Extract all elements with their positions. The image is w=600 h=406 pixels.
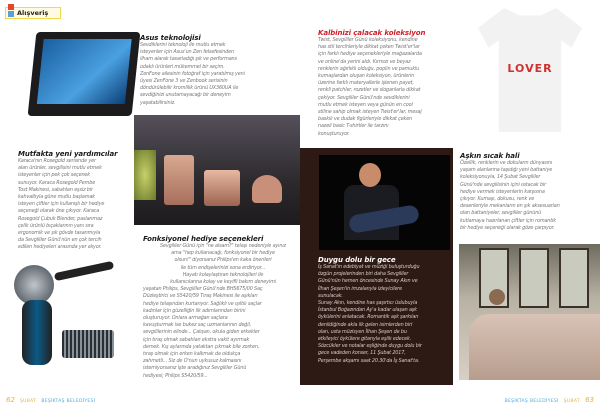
mutfak-line: da Sevgililer Günü'nün en çok tercih bbox=[18, 237, 102, 244]
footer-publisher-left: BEŞİKTAŞ BELEDİYESİ bbox=[41, 399, 96, 404]
duygu-line: sunulacak. bbox=[318, 292, 343, 299]
footer-month-right: ŞUBAT bbox=[563, 399, 580, 404]
askin-line: bir hediye seçeneği olarak göze çarpıyor. bbox=[460, 224, 555, 231]
duygu-line: Sunay Akın, kendine has şaşırtıcı üslubuyla bbox=[318, 300, 418, 307]
kalbinizi-body bbox=[318, 37, 458, 138]
askin-line: olan battaniyeler, sevgililer gününü bbox=[460, 210, 542, 217]
duygu-line: öykülerini anlatacak. Romantik aşk şarkıları bbox=[318, 314, 419, 321]
fonksiyonel-line: sevgililerinin elinde... Çalışan, okula giden erkekler bbox=[143, 329, 260, 336]
fonksiyonel-line: ama "hep kullanacağı, fonksiyonel bir hediye bbox=[171, 250, 275, 257]
duygu-line: olan, usta müzisyen İlhan Şeşen de bu bbox=[318, 328, 407, 335]
duygu-line: Sözcükler ve notalar eşliğinde duygu dolu bir bbox=[318, 343, 422, 350]
fonksiyonel-line: Hayatı kolaylaştıran teknolojileri ile bbox=[182, 271, 264, 278]
mutfak-line: çelik ürünlü bıçaklarının yanı sıra bbox=[18, 222, 94, 229]
duygu-title: Duygu dolu bir gece bbox=[318, 256, 396, 264]
page-number-right: 63 bbox=[585, 396, 594, 404]
askin-line: Günü'nde sevgilisinin içini ısıtacak bir bbox=[460, 181, 546, 188]
fonksiyonel-line: demek. Kış aylarında yataktan çıkmak bile zorken, bbox=[143, 343, 260, 350]
askin-line: kutlamaya hazırlanan çiftler için romantik bbox=[460, 217, 556, 224]
footer-publisher-right: BEŞİKTAŞ BELEDİYESİ bbox=[504, 399, 559, 404]
asus-line: odaklı ürünleri mükemmel bir seçim. bbox=[140, 63, 225, 70]
mutfak-title: Mutfakta yeni yardımcılar bbox=[18, 150, 118, 158]
philips-shaver-image bbox=[4, 255, 114, 373]
askin-line: yaşam alanlarına taşıdığı yeni battaniye bbox=[460, 167, 553, 174]
fonksiyonel-line: zahmetli... Siz de O'nun uykusuz kalmasını bbox=[143, 358, 242, 365]
mutfak-line: ergonomik ve şık gövde tasarımıyla bbox=[18, 230, 101, 237]
kalbinizi-line: stiline sahip olmak isteyen Twist'er'lar, mesaj bbox=[318, 109, 422, 116]
asus-line: yaşatabilirsiniz. bbox=[140, 99, 176, 106]
fonksiyonel-article bbox=[143, 235, 303, 380]
kalbinizi-line: ve online'da yerini aldı. Kırmızı ve beyaz bbox=[318, 58, 411, 65]
asus-article bbox=[140, 34, 300, 107]
fonksiyonel-line: kavuşturmak ise bukez saç uzmanlarının değil, bbox=[143, 322, 252, 329]
logo-square-red bbox=[8, 4, 14, 10]
asus-line: ZenFone ailesinin fotoğraf için yaratılmış yeni bbox=[140, 70, 245, 77]
blanket-sofa-image bbox=[459, 244, 600, 380]
kalbinizi-line: baskılı ve dudak figürleriyle dikkat çeken bbox=[318, 116, 413, 123]
fonksiyonel-line: yaşatan Philips, Sevgililer Günü'nde BHS675/00 Saç bbox=[143, 286, 263, 293]
mutfak-body bbox=[18, 158, 136, 252]
kalbinizi-line: konuşturuyor. bbox=[318, 130, 350, 137]
askin-line: desenleriyle mekanların en şık aksesuarları bbox=[460, 203, 560, 210]
lover-tshirt-image bbox=[460, 0, 600, 140]
duygu-line: İlhan Şeşen'in imzalarıyla izleyicilere bbox=[318, 285, 403, 292]
footer-right bbox=[505, 387, 594, 406]
fonksiyonel-line: istemiyorsanız işte aradığınız Sevgililer Günü bbox=[143, 365, 247, 372]
fonksiyonel-line: kadınlar için güzelliğin ilk adımlarından birini bbox=[143, 307, 246, 314]
mutfak-line: Rosegold Çubuk Blender, paslanmaz bbox=[18, 215, 103, 222]
mutfak-line: kahvaltıyla güne mutlu başlamak bbox=[18, 194, 95, 201]
kalbinizi-line: mutlu etmek isteyen veya günün en cool bbox=[318, 101, 413, 108]
guitarist-photo bbox=[319, 155, 450, 250]
fonksiyonel-line: hediye telaşından kurtarıyor. Sağlıklı ve ışıltılı saçlar bbox=[143, 300, 262, 307]
duygu-line: Perşembe akşamı saat 20.30'da İş Sanat'ta. bbox=[318, 357, 420, 364]
mutfak-line: isteyenler için pek çok seçenek bbox=[18, 172, 90, 179]
askin-line: çıkıyor. Kumaşı, dokusu, renk ve bbox=[460, 196, 535, 203]
kalbinizi-line: çekiyor. Sevgililer Günü'nde sevdiklerini bbox=[318, 94, 410, 101]
mutfak-line: Tost Makinesi, sabahları eşsiz bir bbox=[18, 186, 93, 193]
fonksiyonel-body bbox=[143, 243, 303, 380]
duygu-article bbox=[318, 256, 453, 365]
mutfak-line: edilen hediyeleri arasında yer alıyor. bbox=[18, 244, 102, 251]
askin-line: hediye vermek isteyenlerin karşısına bbox=[460, 188, 545, 195]
mutfak-line: Karaca'nın Rosegold serisinde yer bbox=[18, 158, 96, 164]
fonksiyonel-line: Düzleştirici ve S5420/59 Tıraş Makinesi ile aşıkları bbox=[143, 293, 258, 300]
kalbinizi-line: nazeli basic T-shirtler ile tarzını bbox=[318, 123, 389, 130]
duygu-line: İstanbul Boğazından Ay'a kadar ulaşan aşk bbox=[318, 307, 417, 314]
fonksiyonel-line: olsun!" diyorsanız Philips'en kaka önerileri bbox=[174, 257, 272, 264]
tshirt-print: LOVER bbox=[507, 62, 553, 75]
fonksiyonel-line: oluşturuyor. Onlara armağan saçlara bbox=[143, 315, 228, 322]
asus-line: üyesi ZenFone 3 ve Zenbook serisinin bbox=[140, 78, 228, 85]
duygu-line: İş Sanat'ın edebiyat ve müziği buluşturduğu bbox=[318, 264, 420, 270]
footer-left bbox=[6, 387, 95, 406]
asus-line: isteyenler için Asus'un Zen felsefesinden bbox=[140, 49, 234, 56]
fonksiyonel-line: ile tüm endişelerinizi sona erdiriyor... bbox=[180, 264, 266, 271]
kalbinizi-title: Kalbinizi çalacak koleksiyon bbox=[318, 29, 426, 37]
kalbinizi-article bbox=[318, 29, 458, 138]
kalbinizi-line: için farklı hediye seçenekleriyle mağazalarda bbox=[318, 51, 422, 58]
mutfak-line: isteyen çiftler için kullanışlı bir hediye bbox=[18, 201, 105, 208]
fonksiyonel-line: tıraş olmak için erken kalkmak da oldukça bbox=[143, 351, 241, 358]
footer-month-left: ŞUBAT bbox=[20, 399, 37, 404]
asus-title: Asus teknolojisi bbox=[140, 34, 201, 42]
mutfak-article bbox=[18, 150, 136, 252]
fonksiyonel-line: kullanıcılarına kolay ve keyifli bakım deneyimi bbox=[170, 279, 276, 286]
kalbinizi-line: has stil tercihleriyle dikkat çeken Twist'er'lar bbox=[318, 44, 420, 51]
askin-title: Aşkın sıcak hali bbox=[460, 152, 520, 160]
page-number-left: 62 bbox=[6, 396, 15, 404]
asus-line: Sevdiklerini teknoloji ile mutlu etmek bbox=[140, 42, 226, 48]
duygu-line: Günü'nün hemen öncesinde Sunay Akın ve bbox=[318, 278, 418, 285]
fonksiyonel-title: Fonksiyonel hediye seçenekleri bbox=[143, 235, 264, 243]
askin-body bbox=[460, 160, 600, 232]
kitchen-appliances-image bbox=[134, 115, 300, 225]
askin-line: Özellik, renklerin ve dokuların dünyasını bbox=[460, 160, 553, 166]
section-label bbox=[5, 7, 61, 19]
asus-body bbox=[140, 42, 300, 107]
duygu-line: özgün projelerinden biri daha Sevgililer bbox=[318, 271, 409, 278]
mutfak-line: sunuyor. Karaca Rosegold Pembe bbox=[18, 179, 96, 186]
askin-article bbox=[460, 152, 600, 232]
kalbinizi-line: kumaşlardan oluşan koleksiyon, ürünlerin bbox=[318, 73, 415, 80]
kalbinizi-line: renklerin ağırlıklı olduğu, poplin ve pamuklu bbox=[318, 65, 420, 72]
duygu-line: etkileyici öykülere gitarıyla eşlik edecek. bbox=[318, 336, 412, 343]
mutfak-line: seçeneği olarak öne çıkıyor. Karaca bbox=[18, 208, 100, 215]
duygu-line: denildiğinde akla ilk gelen isimlerden biri bbox=[318, 321, 413, 328]
asus-line: sevdiğinizi unutamayacağı bir deneyim bbox=[140, 92, 231, 99]
kalbinizi-line: üzerine farklı materyallerle işlenen payet, bbox=[318, 80, 414, 87]
fonksiyonel-line: Sevgililer Günü için "ne alsam?" telaşı nedeniyle ayınız bbox=[160, 243, 286, 249]
mutfak-line: alan ürünler, sevgilisini mutlu etmek bbox=[18, 165, 102, 172]
askin-line: koleksiyonuyla, 14 Şubat Sevgililer bbox=[460, 174, 541, 181]
duygu-body bbox=[318, 264, 453, 365]
asus-line: döndürülebilir kromlilik ürünü UX360UA ile bbox=[140, 85, 239, 92]
logo-square-blue bbox=[8, 11, 14, 17]
kalbinizi-line: renkli patchler, rozetler ve sloganlarla dikkat bbox=[318, 87, 421, 94]
asus-line: ilham alarak tasarladığı şık ve performans bbox=[140, 56, 237, 63]
section-label-text: Alışveriş bbox=[17, 9, 49, 17]
fonksiyonel-line: hediyesi; Philips S5420/59... bbox=[143, 372, 208, 379]
asus-laptop-image bbox=[28, 32, 141, 116]
kalbinizi-line: Twist, Sevgililer Günü koleksiyonu, kendine bbox=[318, 37, 418, 43]
fonksiyonel-line: için tıraş olmak sabahları ekstra vakit ayırmak bbox=[143, 336, 250, 343]
duygu-line: gece vadeden konser, 11 Şubat 2017, bbox=[318, 350, 406, 357]
